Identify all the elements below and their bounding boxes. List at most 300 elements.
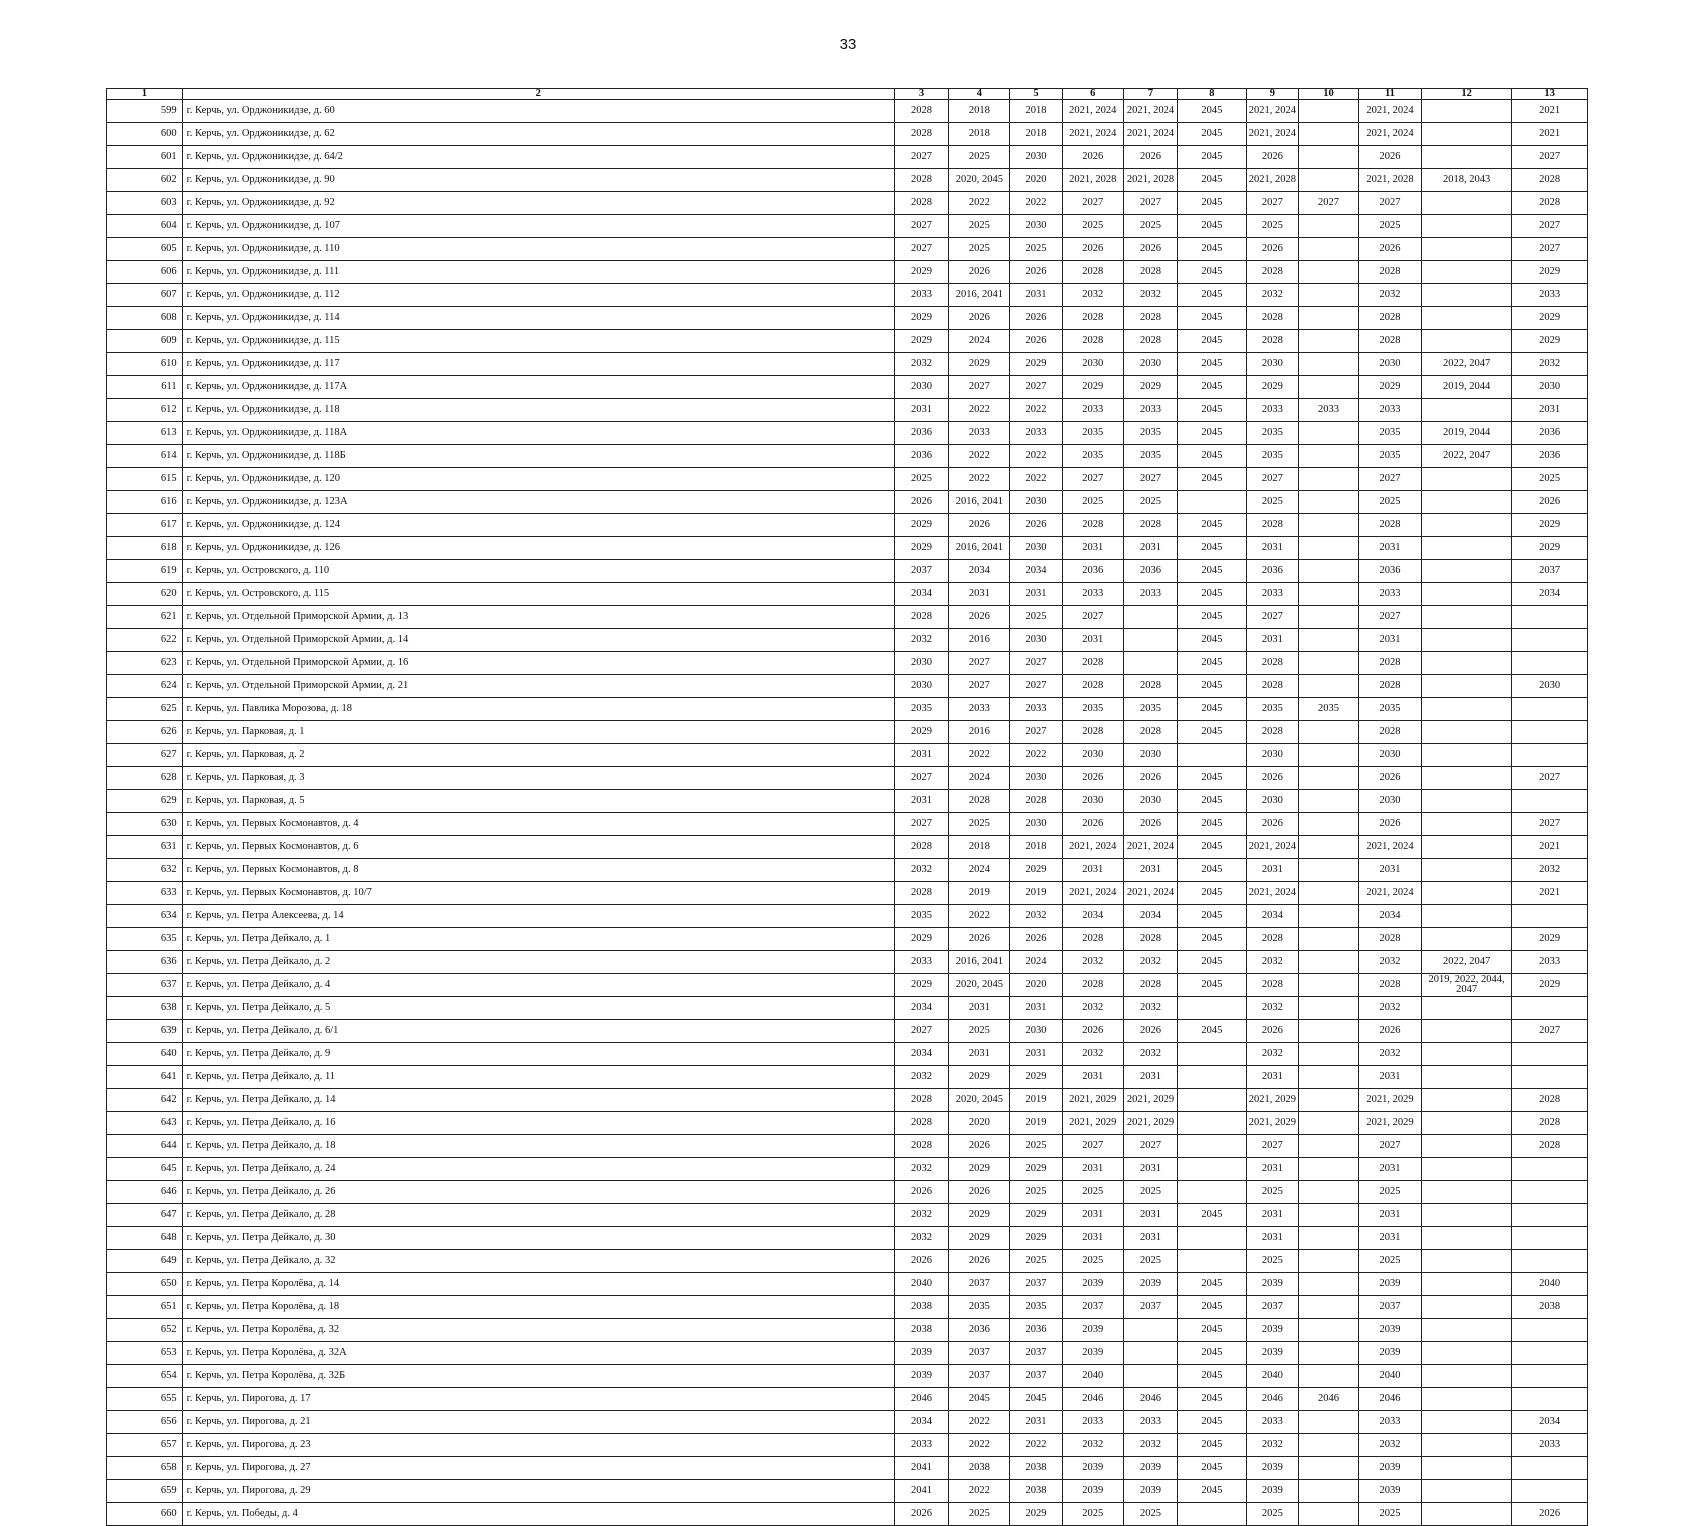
year-cell: 2035: [894, 698, 949, 721]
year-cell: 2039: [1246, 1457, 1299, 1480]
year-cell: 2027: [894, 146, 949, 169]
row-number-cell: 600: [107, 123, 183, 146]
year-cell: 2026: [1062, 238, 1123, 261]
table-row: [107, 606, 1588, 629]
year-cell: [1421, 1227, 1511, 1250]
year-cell: 2036: [1358, 560, 1421, 583]
year-cell: 2035: [1010, 1296, 1063, 1319]
year-cell: 2022: [949, 468, 1010, 491]
address-cell: г. Керчь, ул. Пирогова, д. 21: [182, 1411, 894, 1434]
table-row: [107, 1181, 1588, 1204]
address-cell: г. Керчь, ул. Орджоникидзе, д. 111: [182, 261, 894, 284]
year-cell: 2034: [1062, 905, 1123, 928]
year-cell: 2026: [1010, 307, 1063, 330]
column-header: 9: [1246, 89, 1299, 100]
year-cell: 2036: [894, 422, 949, 445]
column-header: 13: [1512, 89, 1588, 100]
year-cell: 2030: [1010, 629, 1063, 652]
year-cell: 2032: [1062, 997, 1123, 1020]
year-cell: 2029: [894, 307, 949, 330]
year-cell: 2025: [1062, 491, 1123, 514]
year-cell: [1421, 1503, 1511, 1526]
year-cell: 2045: [1178, 1273, 1246, 1296]
row-number-cell: 654: [107, 1365, 183, 1388]
table-row: [107, 353, 1588, 376]
year-cell: 2029: [1358, 376, 1421, 399]
year-cell: 2025: [1358, 215, 1421, 238]
year-cell: [1512, 1043, 1588, 1066]
column-header: 11: [1358, 89, 1421, 100]
year-cell: 2045: [1178, 468, 1246, 491]
year-cell: 2029: [1010, 353, 1063, 376]
year-cell: 2046: [1123, 1388, 1178, 1411]
year-cell: 2028: [1062, 307, 1123, 330]
year-cell: [1421, 146, 1511, 169]
year-cell: [1299, 1457, 1359, 1480]
year-cell: 2031: [1358, 859, 1421, 882]
year-cell: 2033: [1062, 399, 1123, 422]
year-cell: [1178, 1135, 1246, 1158]
row-number-cell: 645: [107, 1158, 183, 1181]
year-cell: [1421, 1043, 1511, 1066]
address-cell: г. Керчь, ул. Орджоникидзе, д. 62: [182, 123, 894, 146]
year-cell: 2028: [894, 836, 949, 859]
year-cell: 2031: [1062, 1204, 1123, 1227]
year-cell: 2031: [1010, 284, 1063, 307]
table-row: [107, 836, 1588, 859]
year-cell: 2036: [894, 445, 949, 468]
row-number-cell: 651: [107, 1296, 183, 1319]
year-cell: 2028: [1123, 307, 1178, 330]
year-cell: 2022: [1010, 399, 1063, 422]
year-cell: [1178, 1043, 1246, 1066]
year-cell: 2025: [1358, 1250, 1421, 1273]
year-cell: 2037: [1246, 1296, 1299, 1319]
year-cell: 2034: [949, 560, 1010, 583]
year-cell: 2022: [1010, 1434, 1063, 1457]
year-cell: 2045: [1178, 192, 1246, 215]
year-cell: [1421, 1273, 1511, 1296]
year-cell: 2021, 2028: [1123, 169, 1178, 192]
year-cell: [1421, 1480, 1511, 1503]
year-cell: 2032: [1123, 951, 1178, 974]
year-cell: 2031: [1246, 1158, 1299, 1181]
address-cell: г. Керчь, ул. Орджоникидзе, д. 90: [182, 169, 894, 192]
year-cell: 2038: [1512, 1296, 1588, 1319]
year-cell: 2045: [1178, 882, 1246, 905]
year-cell: 2033: [949, 698, 1010, 721]
year-cell: 2039: [894, 1365, 949, 1388]
year-cell: 2031: [1062, 629, 1123, 652]
year-cell: [1421, 491, 1511, 514]
table-row: [107, 1434, 1588, 1457]
year-cell: [1421, 100, 1511, 123]
year-cell: [1299, 583, 1359, 606]
year-cell: 2032: [1246, 951, 1299, 974]
year-cell: 2016, 2041: [949, 491, 1010, 514]
year-cell: 2045: [1178, 1457, 1246, 1480]
year-cell: 2021: [1512, 836, 1588, 859]
address-cell: г. Керчь, ул. Парковая, д. 1: [182, 721, 894, 744]
year-cell: 2021, 2024: [1062, 836, 1123, 859]
year-cell: 2031: [1246, 1204, 1299, 1227]
year-cell: [1421, 1388, 1511, 1411]
year-cell: 2033: [949, 422, 1010, 445]
year-cell: 2031: [1062, 1066, 1123, 1089]
row-number-cell: 630: [107, 813, 183, 836]
year-cell: 2033: [1010, 698, 1063, 721]
year-cell: 2041: [894, 1457, 949, 1480]
year-cell: 2032: [1358, 284, 1421, 307]
table-row: [107, 1250, 1588, 1273]
year-cell: 2045: [1178, 146, 1246, 169]
year-cell: [1512, 606, 1588, 629]
year-cell: 2032: [894, 629, 949, 652]
table-row: [107, 1480, 1588, 1503]
year-cell: [1512, 1457, 1588, 1480]
year-cell: 2031: [1010, 997, 1063, 1020]
year-cell: [1299, 353, 1359, 376]
address-cell: г. Керчь, ул. Пирогова, д. 27: [182, 1457, 894, 1480]
year-cell: 2027: [949, 652, 1010, 675]
year-cell: 2021, 2024: [1358, 836, 1421, 859]
year-cell: 2020: [1010, 169, 1063, 192]
year-cell: 2035: [1358, 422, 1421, 445]
year-cell: 2031: [894, 399, 949, 422]
year-cell: 2033: [894, 284, 949, 307]
year-cell: [1299, 238, 1359, 261]
year-cell: [1421, 813, 1511, 836]
row-number-cell: 641: [107, 1066, 183, 1089]
year-cell: 2031: [1246, 1227, 1299, 1250]
address-cell: г. Керчь, ул. Петра Королёва, д. 32Б: [182, 1365, 894, 1388]
year-cell: [1512, 744, 1588, 767]
year-cell: 2025: [949, 238, 1010, 261]
year-cell: 2036: [1010, 1319, 1063, 1342]
year-cell: 2033: [1512, 1434, 1588, 1457]
year-cell: 2039: [1123, 1457, 1178, 1480]
address-cell: г. Керчь, ул. Островского, д. 110: [182, 560, 894, 583]
year-cell: 2027: [1062, 606, 1123, 629]
address-cell: г. Керчь, ул. Орджоникидзе, д. 92: [182, 192, 894, 215]
year-cell: 2037: [1010, 1365, 1063, 1388]
row-number-cell: 607: [107, 284, 183, 307]
year-cell: [1421, 1365, 1511, 1388]
address-cell: г. Керчь, ул. Орджоникидзе, д. 117: [182, 353, 894, 376]
table-row: [107, 1319, 1588, 1342]
year-cell: 2040: [1512, 1273, 1588, 1296]
year-cell: 2018: [949, 100, 1010, 123]
row-number-cell: 631: [107, 836, 183, 859]
year-cell: 2029: [1512, 974, 1588, 997]
year-cell: 2021, 2028: [1246, 169, 1299, 192]
year-cell: 2032: [1358, 951, 1421, 974]
year-cell: 2024: [949, 330, 1010, 353]
year-cell: 2027: [1512, 813, 1588, 836]
year-cell: 2037: [1123, 1296, 1178, 1319]
year-cell: 2030: [1062, 353, 1123, 376]
year-cell: 2029: [1010, 1204, 1063, 1227]
year-cell: 2027: [1010, 675, 1063, 698]
year-cell: 2032: [1062, 951, 1123, 974]
year-cell: [1299, 1365, 1359, 1388]
year-cell: 2030: [1512, 376, 1588, 399]
year-cell: 2045: [1178, 859, 1246, 882]
year-cell: [1299, 652, 1359, 675]
year-cell: 2045: [1178, 353, 1246, 376]
table-row: [107, 974, 1588, 997]
year-cell: 2028: [1246, 721, 1299, 744]
year-cell: 2033: [1358, 399, 1421, 422]
year-cell: 2029: [894, 514, 949, 537]
year-cell: 2039: [1062, 1319, 1123, 1342]
year-cell: 2021, 2024: [1123, 100, 1178, 123]
year-cell: 2045: [1178, 974, 1246, 997]
year-cell: [1512, 1181, 1588, 1204]
year-cell: 2031: [949, 583, 1010, 606]
year-cell: 2033: [1010, 422, 1063, 445]
year-cell: 2028: [1062, 652, 1123, 675]
year-cell: 2037: [894, 560, 949, 583]
year-cell: 2045: [1178, 606, 1246, 629]
year-cell: 2031: [1010, 1411, 1063, 1434]
year-cell: 2026: [1123, 238, 1178, 261]
row-number-cell: 640: [107, 1043, 183, 1066]
year-cell: [1421, 537, 1511, 560]
year-cell: 2021, 2028: [1062, 169, 1123, 192]
row-number-cell: 639: [107, 1020, 183, 1043]
year-cell: [1421, 652, 1511, 675]
year-cell: 2029: [1010, 1066, 1063, 1089]
row-number-cell: 638: [107, 997, 183, 1020]
year-cell: 2028: [1512, 169, 1588, 192]
row-number-cell: 646: [107, 1181, 183, 1204]
year-cell: 2026: [1246, 238, 1299, 261]
year-cell: 2034: [1358, 905, 1421, 928]
year-cell: 2032: [1062, 1434, 1123, 1457]
year-cell: 2019, 2022, 2044, 2047: [1421, 974, 1511, 997]
row-number-cell: 643: [107, 1112, 183, 1135]
row-number-cell: 612: [107, 399, 183, 422]
year-cell: [1421, 629, 1511, 652]
year-cell: 2022: [1010, 468, 1063, 491]
year-cell: 2045: [1178, 1296, 1246, 1319]
year-cell: 2031: [1123, 1158, 1178, 1181]
table-row: [107, 146, 1588, 169]
year-cell: 2045: [1178, 123, 1246, 146]
table-row: [107, 629, 1588, 652]
year-cell: 2030: [1010, 215, 1063, 238]
year-cell: 2029: [1010, 859, 1063, 882]
year-cell: [1299, 1342, 1359, 1365]
year-cell: 2028: [1123, 514, 1178, 537]
year-cell: 2022, 2047: [1421, 353, 1511, 376]
year-cell: 2039: [894, 1342, 949, 1365]
year-cell: 2021, 2024: [1358, 882, 1421, 905]
year-cell: 2039: [1062, 1273, 1123, 1296]
row-number-cell: 637: [107, 974, 183, 997]
year-cell: 2027: [894, 1020, 949, 1043]
year-cell: 2021, 2024: [1062, 882, 1123, 905]
year-cell: [1178, 1250, 1246, 1273]
year-cell: [1299, 721, 1359, 744]
year-cell: 2021, 2024: [1062, 100, 1123, 123]
year-cell: 2028: [1062, 261, 1123, 284]
year-cell: 2046: [1246, 1388, 1299, 1411]
year-cell: [1421, 261, 1511, 284]
year-cell: 2039: [1358, 1273, 1421, 1296]
address-cell: г. Керчь, ул. Орджоникидзе, д. 110: [182, 238, 894, 261]
year-cell: 2039: [1123, 1480, 1178, 1503]
year-cell: 2046: [1062, 1388, 1123, 1411]
year-cell: 2019: [1010, 882, 1063, 905]
year-cell: [1421, 192, 1511, 215]
table-row: [107, 698, 1588, 721]
year-cell: 2026: [949, 1181, 1010, 1204]
year-cell: 2045: [1178, 1411, 1246, 1434]
year-cell: 2031: [1246, 859, 1299, 882]
year-cell: [1421, 1342, 1511, 1365]
year-cell: 2030: [1010, 1020, 1063, 1043]
year-cell: 2034: [894, 997, 949, 1020]
year-cell: 2035: [1062, 422, 1123, 445]
year-cell: 2028: [1358, 652, 1421, 675]
year-cell: 2019: [1010, 1112, 1063, 1135]
year-cell: 2040: [1062, 1365, 1123, 1388]
year-cell: 2027: [1123, 1135, 1178, 1158]
year-cell: 2028: [1246, 330, 1299, 353]
table-row: [107, 1158, 1588, 1181]
year-cell: [1421, 1020, 1511, 1043]
year-cell: 2031: [1358, 537, 1421, 560]
year-cell: 2029: [894, 721, 949, 744]
year-cell: 2032: [1010, 905, 1063, 928]
year-cell: 2031: [1010, 583, 1063, 606]
year-cell: 2028: [1123, 974, 1178, 997]
year-cell: 2026: [949, 514, 1010, 537]
year-cell: 2029: [1512, 514, 1588, 537]
year-cell: [1299, 1319, 1359, 1342]
year-cell: 2033: [1062, 1411, 1123, 1434]
year-cell: 2030: [1358, 744, 1421, 767]
year-cell: 2020, 2045: [949, 169, 1010, 192]
year-cell: 2032: [894, 1227, 949, 1250]
year-cell: [1299, 261, 1359, 284]
year-cell: 2028: [1512, 1089, 1588, 1112]
year-cell: 2025: [1358, 1503, 1421, 1526]
year-cell: 2046: [894, 1388, 949, 1411]
year-cell: 2033: [1123, 583, 1178, 606]
address-cell: г. Керчь, ул. Отдельной Приморской Армии, д. 21: [182, 675, 894, 698]
year-cell: 2028: [1246, 974, 1299, 997]
year-cell: 2029: [1123, 376, 1178, 399]
year-cell: [1178, 1503, 1246, 1526]
year-cell: [1299, 330, 1359, 353]
year-cell: 2018, 2043: [1421, 169, 1511, 192]
year-cell: 2045: [949, 1388, 1010, 1411]
row-number-cell: 610: [107, 353, 183, 376]
year-cell: 2033: [894, 1434, 949, 1457]
year-cell: [1299, 675, 1359, 698]
year-cell: 2045: [1178, 767, 1246, 790]
year-cell: [1421, 1250, 1511, 1273]
year-cell: 2032: [1246, 1434, 1299, 1457]
year-cell: [1421, 1204, 1511, 1227]
year-cell: 2028: [1512, 192, 1588, 215]
year-cell: 2025: [1358, 491, 1421, 514]
table-row: [107, 1066, 1588, 1089]
row-number-cell: 614: [107, 445, 183, 468]
year-cell: 2019, 2044: [1421, 376, 1511, 399]
address-cell: г. Керчь, ул. Петра Королёва, д. 32: [182, 1319, 894, 1342]
year-cell: 2028: [1123, 330, 1178, 353]
table-row: [107, 192, 1588, 215]
year-cell: 2022: [949, 192, 1010, 215]
year-cell: [1299, 445, 1359, 468]
year-cell: [1299, 1273, 1359, 1296]
year-cell: 2031: [1123, 1227, 1178, 1250]
row-number-cell: 613: [107, 422, 183, 445]
year-cell: 2027: [949, 376, 1010, 399]
table-row: [107, 813, 1588, 836]
row-number-cell: 626: [107, 721, 183, 744]
year-cell: 2025: [1246, 215, 1299, 238]
year-cell: [1421, 675, 1511, 698]
year-cell: 2026: [1246, 813, 1299, 836]
housing-register-table: [106, 88, 1588, 1526]
year-cell: [1299, 997, 1359, 1020]
table-row: [107, 399, 1588, 422]
address-cell: г. Керчь, ул. Петра Дейкало, д. 32: [182, 1250, 894, 1273]
year-cell: 2031: [1062, 859, 1123, 882]
row-number-cell: 634: [107, 905, 183, 928]
address-cell: г. Керчь, ул. Пирогова, д. 23: [182, 1434, 894, 1457]
year-cell: [1299, 215, 1359, 238]
column-header: 7: [1123, 89, 1178, 100]
table-row: [107, 997, 1588, 1020]
row-number-cell: 599: [107, 100, 183, 123]
year-cell: 2045: [1178, 652, 1246, 675]
year-cell: [1178, 491, 1246, 514]
year-cell: 2028: [1062, 675, 1123, 698]
year-cell: 2045: [1178, 790, 1246, 813]
year-cell: 2029: [894, 974, 949, 997]
year-cell: [1123, 1365, 1178, 1388]
year-cell: 2026: [949, 261, 1010, 284]
year-cell: 2026: [1062, 1020, 1123, 1043]
year-cell: 2021, 2029: [1123, 1112, 1178, 1135]
year-cell: 2045: [1178, 261, 1246, 284]
address-cell: г. Керчь, ул. Орджоникидзе, д. 64/2: [182, 146, 894, 169]
year-cell: 2045: [1178, 836, 1246, 859]
year-cell: [1299, 1112, 1359, 1135]
year-cell: 2025: [949, 813, 1010, 836]
year-cell: 2029: [894, 928, 949, 951]
year-cell: 2031: [1123, 537, 1178, 560]
year-cell: 2028: [1246, 514, 1299, 537]
year-cell: 2026: [1010, 928, 1063, 951]
address-cell: г. Керчь, ул. Петра Королёва, д. 32А: [182, 1342, 894, 1365]
address-cell: г. Керчь, ул. Отдельной Приморской Армии, д. 14: [182, 629, 894, 652]
year-cell: 2033: [1062, 583, 1123, 606]
year-cell: 2039: [1062, 1457, 1123, 1480]
year-cell: 2030: [1123, 744, 1178, 767]
year-cell: 2022: [949, 1411, 1010, 1434]
row-number-cell: 648: [107, 1227, 183, 1250]
address-cell: г. Керчь, ул. Петра Дейкало, д. 5: [182, 997, 894, 1020]
row-number-cell: 629: [107, 790, 183, 813]
year-cell: 2028: [1062, 974, 1123, 997]
